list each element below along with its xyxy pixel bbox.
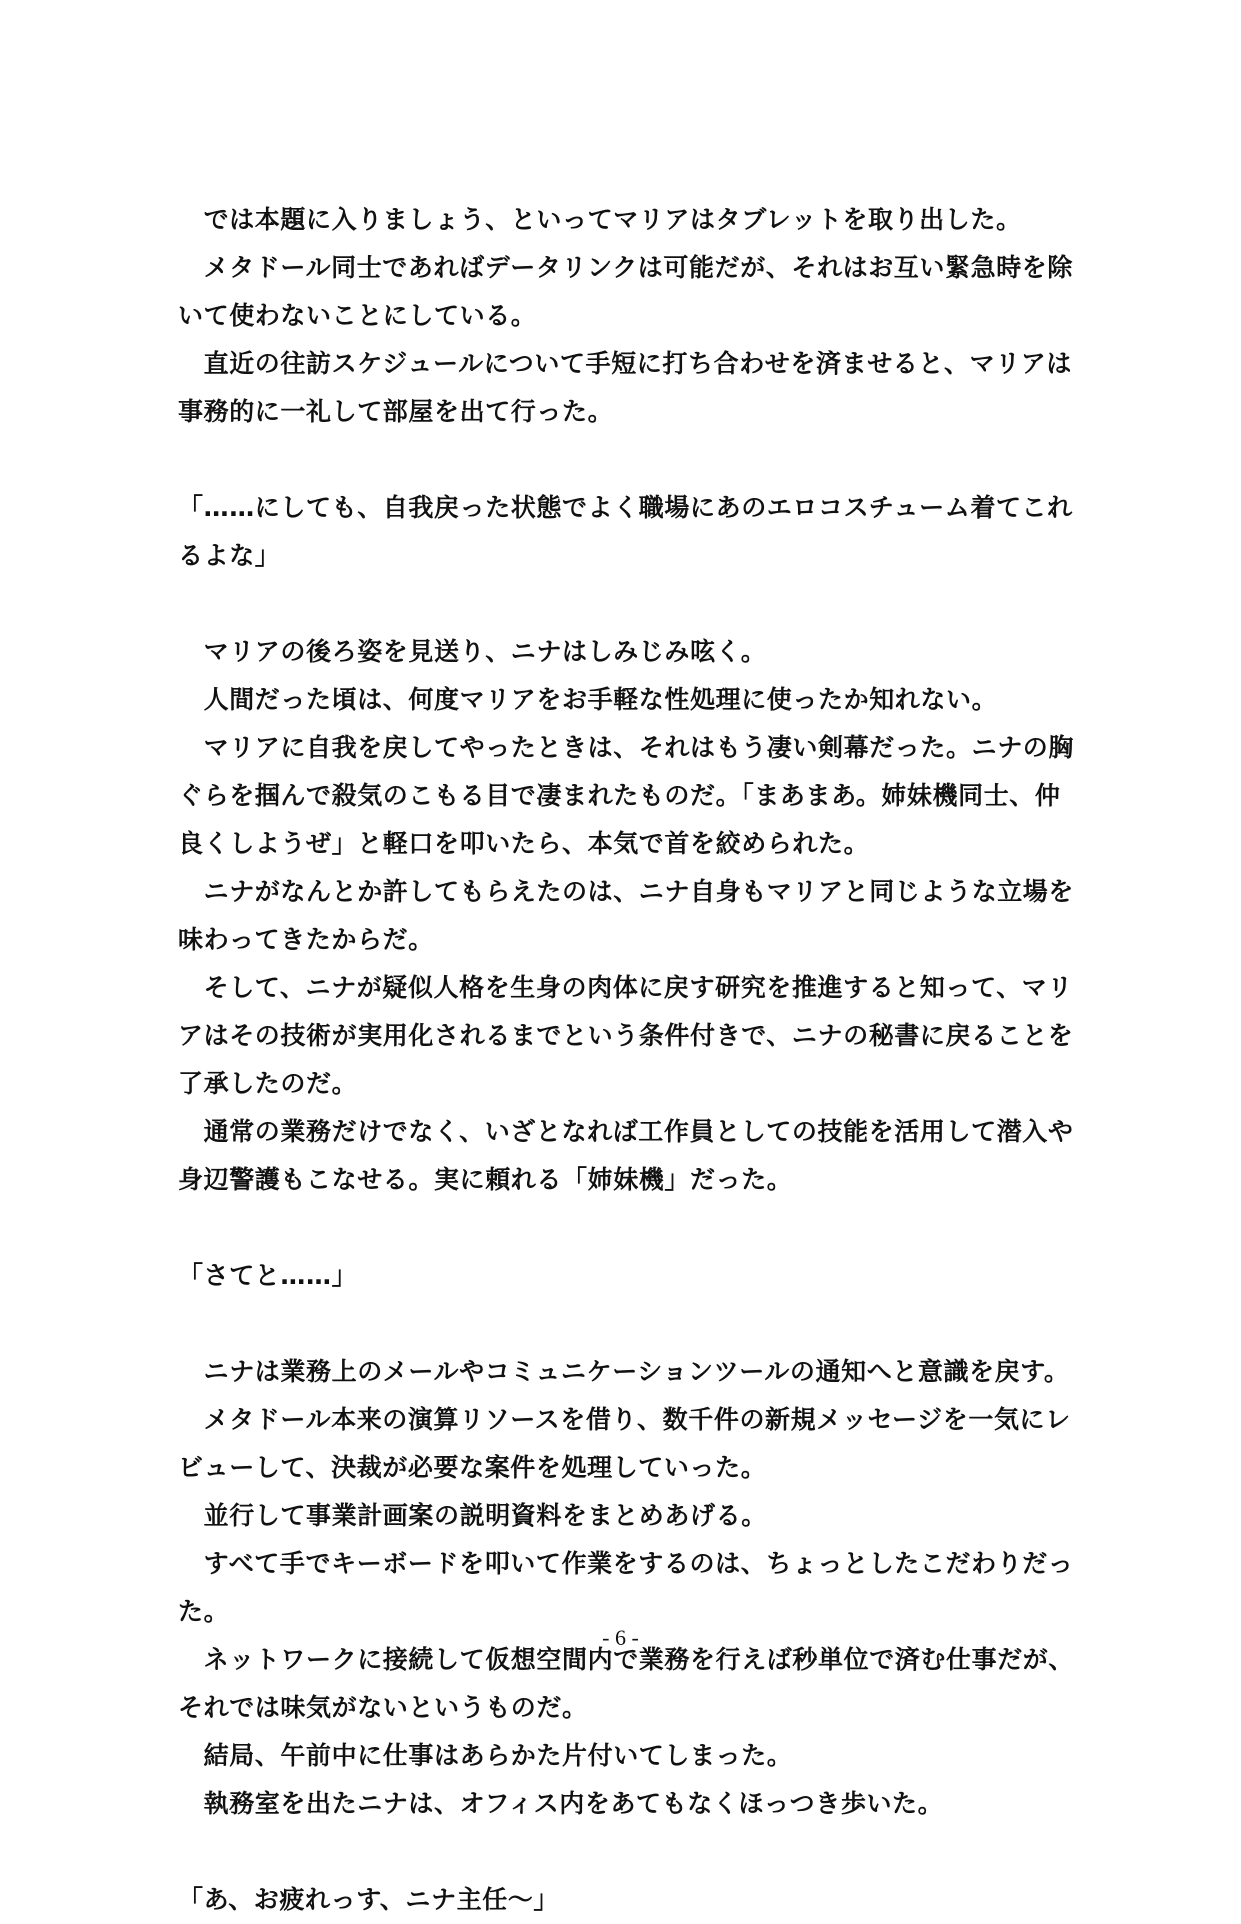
text-line: では本題に入りましょう、といってマリアはタブレットを取り出した。: [178, 205, 1022, 234]
text-line: 了承したのだ。: [178, 1069, 358, 1098]
page-number: - 6 -: [602, 1625, 639, 1650]
blank-line: [178, 1300, 1058, 1348]
text-line: 通常の業務だけでなく、いざとなれば工作員としての技能を活用して潜入や: [178, 1117, 1074, 1146]
text-line: メタドール本来の演算リソースを借り、数千件の新規メッセージを一気にレ: [178, 1405, 1071, 1434]
text-line: 人間だった頃は、何度マリアをお手軽な性処理に使ったか知れない。: [178, 685, 998, 714]
text-line: 事務的に一礼して部屋を出て行った。: [178, 397, 614, 426]
text-line: ビューして、決裁が必要な案件を処理していった。: [178, 1453, 767, 1482]
text-line: 「あ、お疲れっす、ニナ主任～」: [178, 1885, 560, 1914]
text-line: 並行して事業計画案の説明資料をまとめあげる。: [178, 1501, 767, 1530]
text-line: 身辺警護もこなせる。実に頼れる「姉妹機」だった。: [178, 1165, 793, 1194]
blank-line: [178, 1204, 1058, 1252]
text-line: 結局、午前中に仕事はあらかた片付いてしまった。: [178, 1741, 793, 1770]
text-line: るよな」: [178, 541, 281, 570]
blank-line: [178, 436, 1058, 484]
text-line: 「……にしても、自我戻った状態でよく職場にあのエロコスチューム着てこれ: [178, 493, 1073, 522]
blank-line: [178, 580, 1058, 628]
text-line: それでは味気がないというものだ。: [178, 1693, 588, 1722]
blank-line: [178, 1828, 1058, 1876]
text-line: ぐらを掴んで殺気のこもる目で凄まれたものだ。「まあまあ。姉妹機同士、仲: [178, 781, 1061, 810]
text-line: 味わってきたからだ。: [178, 925, 434, 954]
text-line: 「さてと……」: [178, 1261, 358, 1290]
text-line: ネットワークに接続して仮想空間内で業務を行えば秒単位で済む仕事だが、: [178, 1645, 1075, 1674]
document-body: [178, 196, 1075, 1924]
text-line: た。: [178, 1597, 230, 1626]
text-line: 執務室を出たニナは、オフィス内をあてもなくほっつき歩いた。: [178, 1789, 944, 1818]
text-line: メタドール同士であればデータリンクは可能だが、それはお互い緊急時を除: [178, 253, 1074, 282]
text-line: ニナは業務上のメールやコミュニケーションツールの通知へと意識を戻す。: [178, 1357, 1070, 1386]
text-line: マリアの後ろ姿を見送り、ニナはしみじみ呟く。: [178, 637, 767, 666]
text-line: いて使わないことにしている。: [178, 301, 537, 330]
text-line: ニナがなんとか許してもらえたのは、ニナ自身もマリアと同じような立場を: [178, 877, 1075, 906]
text-line: アはその技術が実用化されるまでという条件付きで、ニナの秘書に戻ることを: [178, 1021, 1074, 1050]
text-line: そして、ニナが疑似人格を生身の肉体に戻す研究を推進すると知って、マリ: [178, 973, 1074, 1002]
text-line: すべて手でキーボードを叩いて作業をするのは、ちょっとしたこだわりだっ: [178, 1549, 1074, 1578]
text-line: マリアに自我を戻してやったときは、それはもう凄い剣幕だった。ニナの胸: [178, 733, 1075, 762]
text-line: 良くしようぜ」と軽口を叩いたら、本気で首を絞められた。: [178, 829, 870, 858]
text-line: 直近の往訪スケジュールについて手短に打ち合わせを済ませると、マリアは: [178, 349, 1073, 378]
